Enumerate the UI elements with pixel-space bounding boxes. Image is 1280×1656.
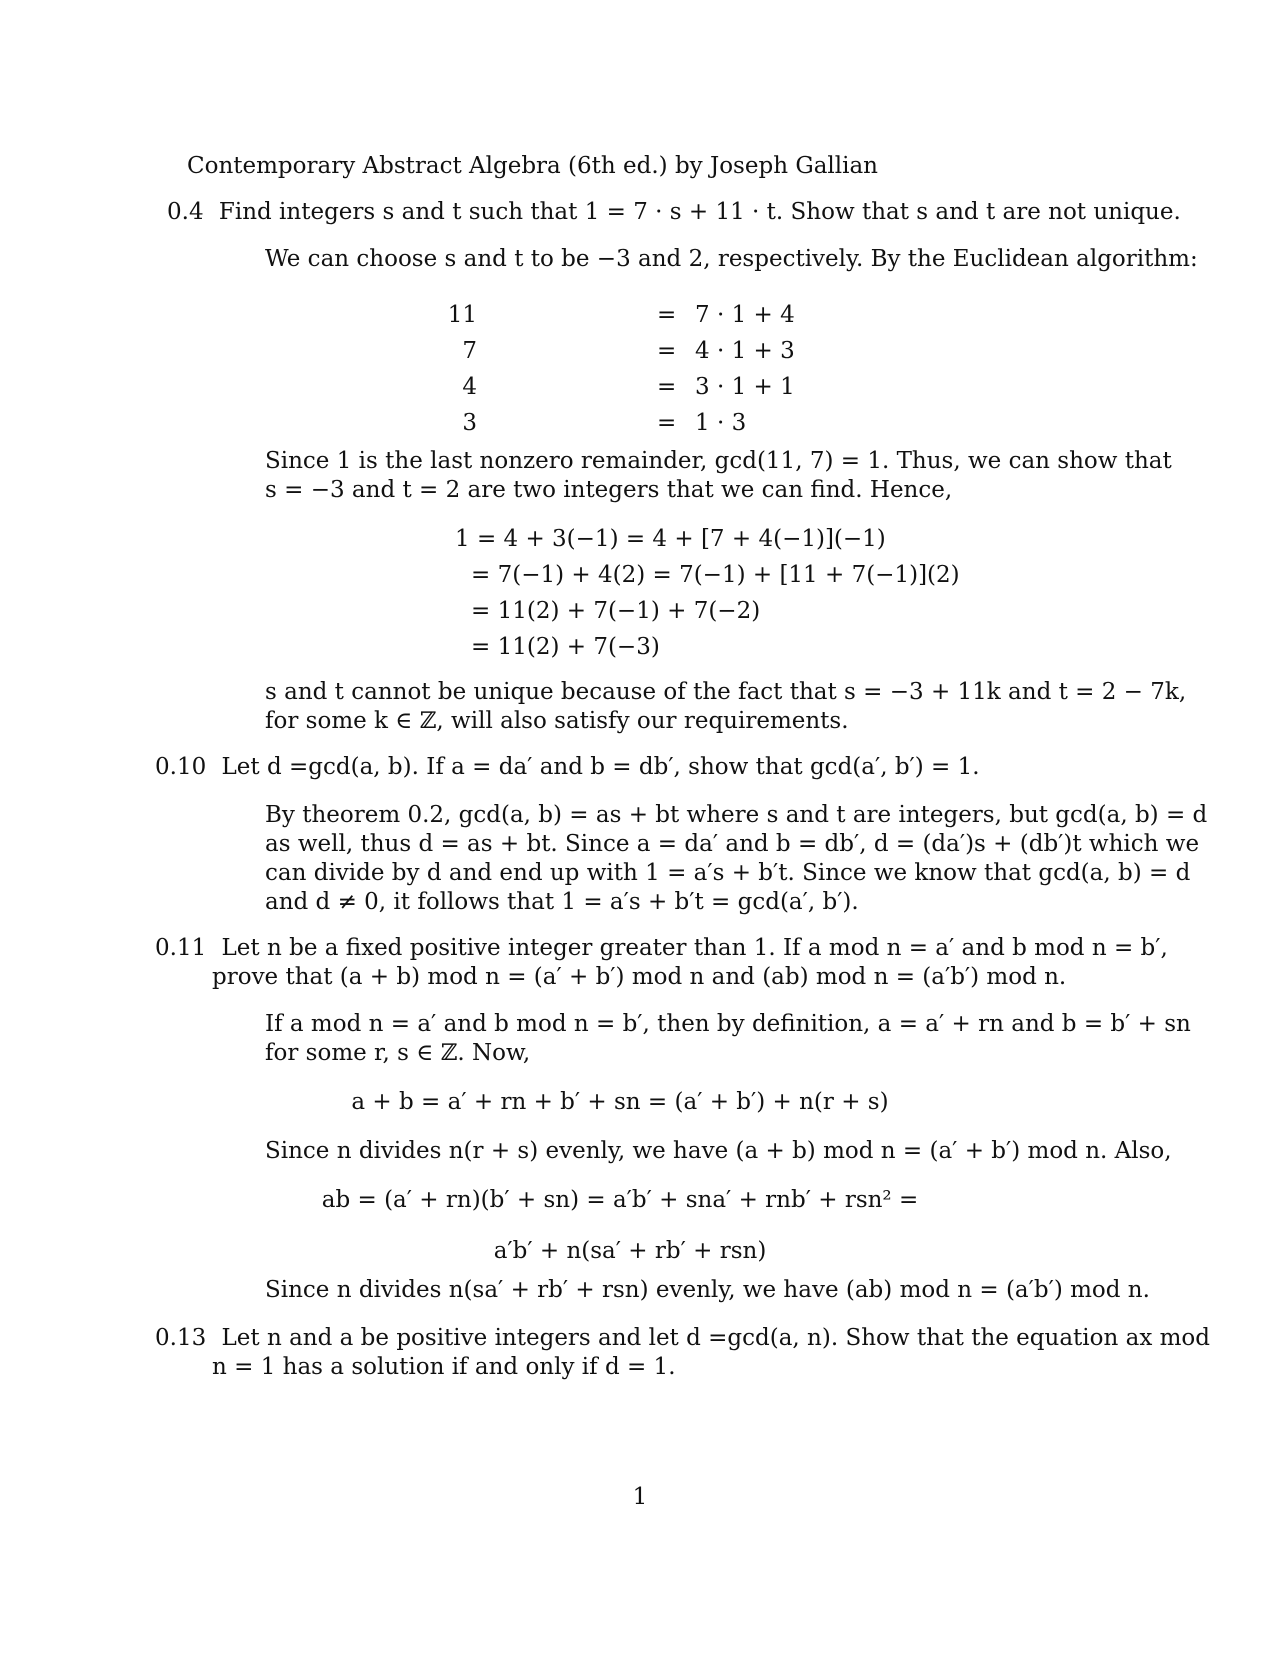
equation-line: 1 = 4 + 3(−1) = 4 + [7 + 4(−1)](−1) — [455, 526, 886, 552]
back-substitution — [455, 524, 886, 560]
euclid-lhs: 4 — [462, 374, 477, 400]
equation-sum: a + b = a′ + rn + b′ + sn = (a′ + b′) + n(r + s) — [351, 1089, 889, 1115]
euclid-rhs: 3 · 1 + 1 — [695, 374, 795, 400]
euclid-lhs: 3 — [462, 410, 477, 436]
equation-line: = 11(2) + 7(−3) — [471, 634, 660, 660]
answer-line: By theorem 0.2, gcd(a, b) = as + bt where s and t are integers, but gcd(a, b) = d — [265, 802, 1208, 828]
problem-number: 0.11 — [155, 935, 207, 961]
equation-product: ab = (a′ + rn)(b′ + sn) = a′b′ + sna′ + rnb′ + rsn² = — [321, 1187, 919, 1213]
problem-number: 0.10 — [155, 754, 207, 780]
problem-0-4 — [167, 197, 1181, 227]
answer-line: can divide by d and end up with 1 = a′s + b′t. Since we know that gcd(a, b) = d — [265, 860, 1191, 886]
problem-statement: Let n and a be positive integers and let d =gcd(a, n). Show that the equation ax mod — [221, 1325, 1210, 1351]
answer-line: Since n divides n(sa′ + rb′ + rsn) evenly, we have (ab) mod n = (a′b′) mod n. — [265, 1277, 1150, 1303]
euclid-rhs: 4 · 1 + 3 — [695, 338, 795, 364]
equation-line: = 7(−1) + 4(2) = 7(−1) + [11 + 7(−1)](2) — [471, 562, 960, 588]
problem-number: 0.4 — [167, 199, 204, 225]
equals-sign: = — [657, 302, 677, 328]
problem-0-11 — [155, 933, 1168, 963]
problem-number: 0.13 — [155, 1325, 207, 1351]
document-title: Contemporary Abstract Algebra (6th ed.) by Joseph Gallian — [187, 153, 878, 179]
equals-sign: = — [657, 338, 677, 364]
euclid-lhs: 11 — [447, 302, 477, 328]
equation-product-cont: a′b′ + n(sa′ + rb′ + rsn) — [493, 1238, 767, 1264]
problem-statement-cont: prove that (a + b) mod n = (a′ + b′) mod n and (ab) mod n = (a′b′) mod n. — [212, 964, 1067, 990]
answer-line: s and t cannot be unique because of the fact that s = −3 + 11k and t = 2 − 7k, — [265, 679, 1187, 705]
euclid-rhs: 7 · 1 + 4 — [695, 302, 795, 328]
problem-statement: Find integers s and t such that 1 = 7 · s + 11 · t. Show that s and t are not unique. — [218, 199, 1181, 225]
answer-line: Since n divides n(r + s) evenly, we have (a + b) mod n = (a′ + b′) mod n. Also, — [265, 1138, 1172, 1164]
euclid-lhs: 7 — [462, 338, 477, 364]
equals-sign: = — [657, 410, 677, 436]
euclid-rhs: 1 · 3 — [695, 410, 747, 436]
answer-line: Since 1 is the last nonzero remainder, gcd(11, 7) = 1. Thus, we can show that — [265, 448, 1172, 474]
problem-statement: Let d =gcd(a, b). If a = da′ and b = db′, show that gcd(a′, b′) = 1. — [221, 754, 980, 780]
equals-sign: = — [657, 374, 677, 400]
problem-statement: Let n be a fixed positive integer greater than 1. If a mod n = a′ and b mod n = b′, — [221, 935, 1168, 961]
equation-line: = 11(2) + 7(−1) + 7(−2) — [471, 598, 761, 624]
answer-line: as well, thus d = as + bt. Since a = da′ and b = db′, d = (da′)s + (db′)t which we — [265, 831, 1200, 857]
back-substitution — [471, 560, 960, 668]
problem-0-13 — [155, 1323, 1210, 1353]
problem-statement-cont: n = 1 has a solution if and only if d = 1. — [212, 1354, 676, 1380]
answer-line: for some k ∈ ℤ, will also satisfy our requirements. — [265, 708, 849, 734]
answer-intro: We can choose s and t to be −3 and 2, respectively. By the Euclidean algorithm: — [265, 246, 1198, 272]
answer-line: for some r, s ∈ ℤ. Now, — [265, 1040, 531, 1066]
problem-0-10 — [155, 752, 980, 782]
answer-line: If a mod n = a′ and b mod n = b′, then by definition, a = a′ + rn and b = b′ + sn — [265, 1011, 1191, 1037]
answer-line: and d ≠ 0, it follows that 1 = a′s + b′t = gcd(a′, b′). — [265, 889, 859, 915]
page-number: 1 — [632, 1484, 648, 1510]
answer-line: s = −3 and t = 2 are two integers that we can find. Hence, — [265, 477, 953, 503]
